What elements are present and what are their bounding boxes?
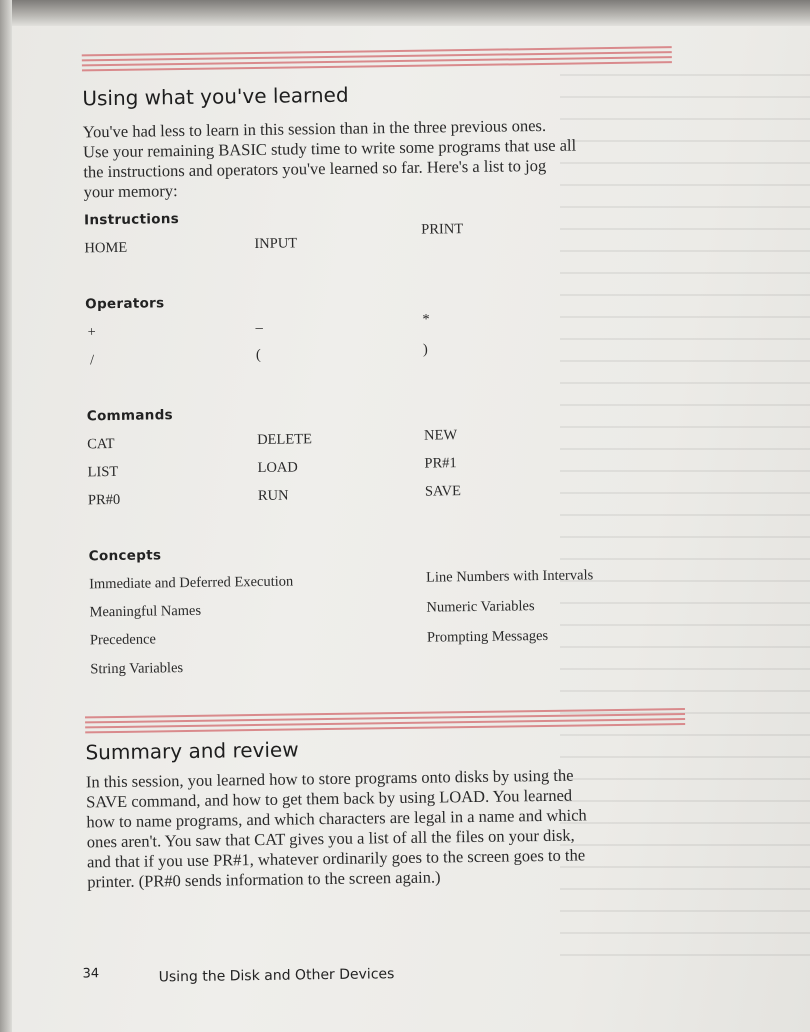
paragraph-line: how to name programs, and which characters are legal in a name and which — [86, 805, 587, 832]
instructions-label: Instructions — [83, 211, 180, 229]
section-heading-summary: Summary and review — [85, 737, 299, 765]
concept-item: Numeric Variables — [426, 598, 535, 616]
operator-item: + — [87, 324, 96, 341]
paragraph-line: In this session, you learned how to store programs onto disks by using the — [85, 765, 574, 792]
paragraph-line: You've had less to learn in this session than in the three previous ones. — [82, 115, 547, 142]
concept-item: Line Numbers with Intervals — [425, 567, 594, 586]
command-item: PR#0 — [87, 491, 121, 509]
intro-paragraph — [83, 116, 577, 203]
operator-item: – — [255, 319, 263, 336]
instruction-item: INPUT — [254, 235, 298, 253]
operator-item: * — [422, 311, 430, 328]
paragraph-line: printer. (PR#0 sends information to the screen again.) — [87, 867, 441, 892]
paragraph-line: the instructions and operators you've learned so far. Here's a list to jog — [83, 155, 547, 182]
operator-item: ( — [255, 346, 261, 363]
concept-item: Prompting Messages — [426, 627, 549, 646]
concept-item: Meaningful Names — [89, 602, 202, 621]
command-item: LOAD — [257, 459, 298, 476]
paragraph-line: ones aren't. You saw that CAT gives you a list of all the files on your disk, — [86, 825, 575, 852]
command-item: DELETE — [257, 431, 313, 448]
operator-item: / — [89, 352, 95, 369]
paragraph-line: Use your remaining BASIC study time to write some programs that use all — [82, 135, 577, 162]
operators-label: Operators — [85, 295, 165, 313]
command-item: LIST — [87, 463, 119, 481]
command-item: CAT — [87, 435, 115, 453]
command-item: SAVE — [424, 483, 461, 500]
paragraph-line: SAVE command, and how to get them back by using LOAD. You learned — [86, 785, 573, 812]
concept-item: String Variables — [90, 660, 184, 678]
instruction-item: HOME — [84, 239, 128, 257]
command-item: PR#1 — [424, 455, 457, 472]
summary-paragraph — [86, 765, 588, 892]
commands-label: Commands — [86, 407, 174, 425]
paragraph-line: your memory: — [83, 181, 178, 202]
section-rule-top — [82, 46, 672, 74]
concept-item: Immediate and Deferred Execution — [89, 573, 294, 593]
operator-item: ) — [422, 341, 428, 358]
page-number: 34 — [82, 966, 100, 982]
concepts-label: Concepts — [88, 547, 162, 565]
section-rule-summary — [85, 708, 685, 736]
section-heading-using-learned: Using what you've learned — [82, 82, 349, 111]
command-item: RUN — [257, 487, 289, 504]
running-footer-title: Using the Disk and Other Devices — [158, 966, 395, 986]
concept-item: Precedence — [89, 631, 157, 649]
paragraph-line: and that if you use PR#1, whatever ordinarily goes to the screen goes to the — [86, 845, 586, 872]
command-item: NEW — [423, 427, 458, 444]
instruction-item: PRINT — [421, 221, 464, 238]
